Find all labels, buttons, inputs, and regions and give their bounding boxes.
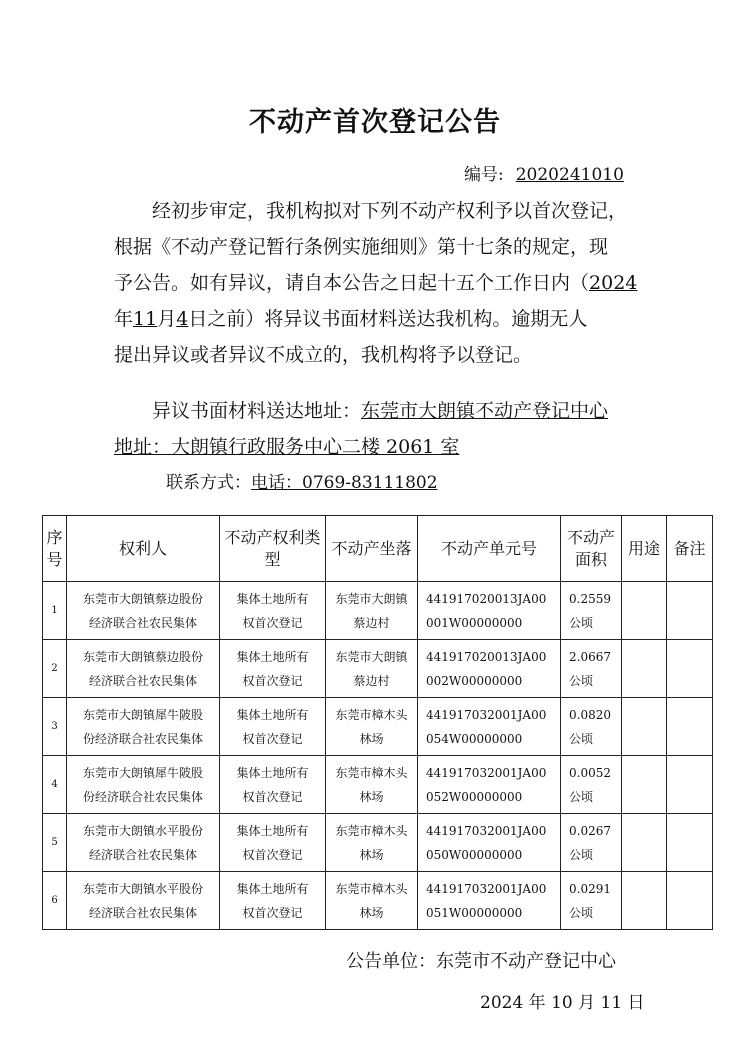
row-right-type: 集体土地所有 权首次登记 bbox=[220, 640, 326, 698]
table-row bbox=[43, 698, 713, 756]
row-area: 0.0820 公顷 bbox=[561, 698, 622, 756]
row-location: 东莞市大朗镇 蔡边村 bbox=[326, 640, 418, 698]
address-line: 地址：大朗镇行政服务中心二楼 2061 室 bbox=[114, 436, 460, 458]
row-location: 东莞市樟木头 林场 bbox=[326, 698, 418, 756]
paragraph-line-2: 根据《不动产登记暂行条例实施细则》第十七条的规定，现 bbox=[114, 236, 609, 258]
paragraph-line-3: 予公告。如有异议，请自本公告之日起十五个工作日内（ bbox=[114, 272, 590, 294]
row-usage bbox=[622, 582, 667, 640]
table-row bbox=[43, 640, 713, 698]
contact-line bbox=[166, 468, 474, 493]
year-char: 年 bbox=[114, 308, 134, 330]
contact-value: 电话：0769-83111802 bbox=[251, 473, 438, 493]
objection-address-label: 异议书面材料送达地址： bbox=[152, 400, 362, 422]
issuer-line: 公告单位：东莞市不动产登记中心 bbox=[346, 951, 616, 972]
table-row bbox=[43, 582, 713, 640]
row-owner: 东莞市大朗镇水平股份 经济联合社农民集体 bbox=[67, 814, 220, 872]
deadline-day: 4 bbox=[176, 308, 189, 330]
row-unit-no: 441917032001JA00 052W00000000 bbox=[418, 756, 561, 814]
row-remark bbox=[667, 698, 713, 756]
row-right-type: 集体土地所有 权首次登记 bbox=[220, 582, 326, 640]
row-owner: 东莞市大朗镇蔡边股份 经济联合社农民集体 bbox=[67, 582, 220, 640]
row-remark bbox=[667, 814, 713, 872]
objection-address-value: 东莞市大朗镇不动产登记中心 bbox=[361, 400, 609, 422]
row-location: 东莞市大朗镇 蔡边村 bbox=[326, 582, 418, 640]
row-remark bbox=[667, 872, 713, 930]
row-usage bbox=[622, 698, 667, 756]
row-area: 2.0667 公顷 bbox=[561, 640, 622, 698]
month-char: 月 bbox=[157, 308, 177, 330]
row-usage bbox=[622, 640, 667, 698]
row-owner: 东莞市大朗镇蔡边股份 经济联合社农民集体 bbox=[67, 640, 220, 698]
row-unit-no: 441917020013JA00 002W00000000 bbox=[418, 640, 561, 698]
deadline-year: 2024 bbox=[589, 272, 638, 294]
row-remark bbox=[667, 640, 713, 698]
header-remark: 备注 bbox=[667, 516, 713, 582]
row-seq: 5 bbox=[43, 814, 67, 872]
header-unit-no: 不动产单元号 bbox=[418, 516, 561, 582]
header-owner: 权利人 bbox=[67, 516, 220, 582]
row-seq: 2 bbox=[43, 640, 67, 698]
row-owner: 东莞市大朗镇犀牛陂股 份经济联合社农民集体 bbox=[67, 698, 220, 756]
document-title: 不动产首次登记公告 bbox=[249, 107, 501, 138]
table-row bbox=[43, 814, 713, 872]
issue-date: 2024 年 10 月 11 日 bbox=[480, 993, 645, 1013]
table-row bbox=[43, 872, 713, 930]
row-unit-no: 441917032001JA00 054W00000000 bbox=[418, 698, 561, 756]
row-unit-no: 441917032001JA00 051W00000000 bbox=[418, 872, 561, 930]
paragraph-line-4: 日之前）将异议书面材料送达我机构。逾期无人 bbox=[188, 308, 588, 330]
row-seq: 1 bbox=[43, 582, 67, 640]
row-location: 东莞市樟木头 林场 bbox=[326, 872, 418, 930]
row-area: 0.2559 公顷 bbox=[561, 582, 622, 640]
announcement-paragraph bbox=[114, 193, 644, 373]
objection-address-line bbox=[152, 396, 608, 423]
document-number-value: 2020241010 bbox=[515, 165, 624, 185]
header-seq: 序 号 bbox=[43, 516, 67, 582]
deadline-month: 11 bbox=[133, 308, 158, 330]
row-owner: 东莞市大朗镇犀牛陂股 份经济联合社农民集体 bbox=[67, 756, 220, 814]
document-number bbox=[464, 160, 628, 185]
row-right-type: 集体土地所有 权首次登记 bbox=[220, 872, 326, 930]
row-area: 0.0052 公顷 bbox=[561, 756, 622, 814]
row-owner: 东莞市大朗镇水平股份 经济联合社农民集体 bbox=[67, 872, 220, 930]
contact-label: 联系方式： bbox=[166, 473, 251, 493]
row-seq: 6 bbox=[43, 872, 67, 930]
header-area: 不动产 面积 bbox=[561, 516, 622, 582]
paragraph-line-5: 提出异议或者异议不成立的，我机构将予以登记。 bbox=[114, 344, 533, 366]
row-usage bbox=[622, 814, 667, 872]
document-number-label: 编号: bbox=[464, 165, 504, 185]
row-seq: 4 bbox=[43, 756, 67, 814]
header-right-type: 不动产权利类 型 bbox=[220, 516, 326, 582]
row-remark bbox=[667, 582, 713, 640]
row-location: 东莞市樟木头 林场 bbox=[326, 756, 418, 814]
row-usage bbox=[622, 756, 667, 814]
row-right-type: 集体土地所有 权首次登记 bbox=[220, 698, 326, 756]
row-usage bbox=[622, 872, 667, 930]
registration-table bbox=[42, 515, 713, 930]
row-seq: 3 bbox=[43, 698, 67, 756]
row-right-type: 集体土地所有 权首次登记 bbox=[220, 814, 326, 872]
table-row bbox=[43, 756, 713, 814]
row-right-type: 集体土地所有 权首次登记 bbox=[220, 756, 326, 814]
table-header-row bbox=[43, 516, 713, 582]
header-usage: 用途 bbox=[622, 516, 667, 582]
header-location: 不动产坐落 bbox=[326, 516, 418, 582]
row-unit-no: 441917032001JA00 050W00000000 bbox=[418, 814, 561, 872]
row-unit-no: 441917020013JA00 001W00000000 bbox=[418, 582, 561, 640]
row-remark bbox=[667, 756, 713, 814]
row-location: 东莞市樟木头 林场 bbox=[326, 814, 418, 872]
paragraph-line-1: 经初步审定，我机构拟对下列不动产权利予以首次登记， bbox=[152, 200, 628, 222]
row-area: 0.0267 公顷 bbox=[561, 814, 622, 872]
row-area: 0.0291 公顷 bbox=[561, 872, 622, 930]
